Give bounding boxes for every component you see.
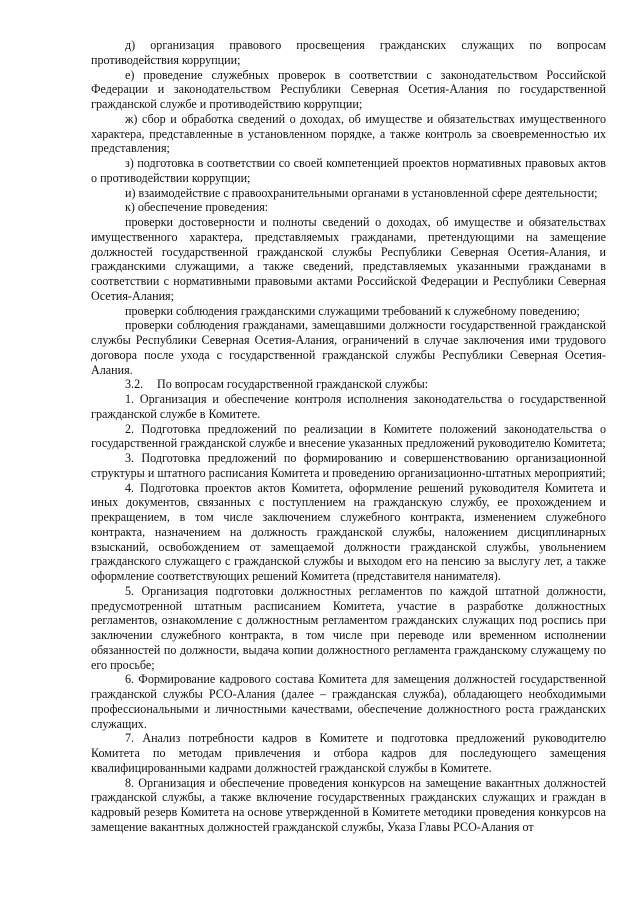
paragraph-k-check-income: проверки достоверности и полноты сведений о доходах, об имуществе и обязательствах имущественного характера, представляемых гражданами, претендующими на замещение должностей государственной гражданской службы Республики Северная Осетия-Алания, и гражданскими служащими, а также сведений, представляемых указанными гражданами в соответствии с нормативными правовыми актами Российской Федерации и Республики Северная Осетия-Алания; <box>91 215 606 303</box>
section-heading <box>91 377 606 392</box>
paragraph-i: и) взаимодействие с правоохранительными органами в установленной сфере деятельности; <box>125 185 598 200</box>
list-item-6: 6. Формирование кадрового состава Комитета для замещения должностей государственной гражданской службы РСО-Алания (далее – гражданская служба), обладающего необходимыми профессиональными и личностными качествами, обеспечение должностного роста гражданских служащих. <box>91 672 606 731</box>
list-item-1: 1. Организация и обеспечение контроля исполнения законодательства о государственной гражданской службе в Комитете. <box>91 392 606 421</box>
paragraph-d: д) организация правового просвещения гражданских служащих по вопросам противодействия коррупции; <box>91 38 606 67</box>
list-item-4: 4. Подготовка проектов актов Комитета, оформление решений руководителя Комитета и иных документов, связанных с поступлением на гражданскую службу, ее прохождением и прекращением, в том числе заключением служебного контракта, изменением служебного контракта, назначением на должность гражданской службы, наложением дисциплинарных взысканий, освобождением от замещаемой должности гражданской службы, увольнением гражданского служащего с гражданской службы и выходом его на пенсию за выслугу лет, а также оформление соответствующих решений Комитета (представителя нанимателя). <box>91 480 606 583</box>
list-item-2: 2. Подготовка предложений по реализации в Комитете положений законодательства о государственной гражданской службе и внесение указанных предложений руководителю Комитета; <box>91 421 606 451</box>
list-item-3: 3. Подготовка предложений по формированию и совершенствованию организационной структуры и штатного расписания Комитета и проведению организационно-штатных мероприятий; <box>91 451 606 480</box>
paragraph-k-check-conduct: проверки соблюдения гражданскими служащими требований к служебному поведению; <box>125 303 580 318</box>
paragraph-zh: ж) сбор и обработка сведений о доходах, об имуществе и обязательствах имущественного характера, представленные в установленном порядке, а также контроль за своевременностью их представления; <box>91 111 606 156</box>
document-page <box>91 38 606 900</box>
list-item-7: 7. Анализ потребности кадров в Комитете и подготовка предложений руководителю Комитета по методам привлечения и отбора кадров для последующего замещения квалифицированными кадрами должностей гражданской службы в Комитете. <box>91 731 606 775</box>
paragraph-k: к) обеспечение проведения: <box>125 200 269 215</box>
section-number: 3.2. <box>125 377 144 392</box>
section-title: По вопросам государственной гражданской службы: <box>157 377 429 392</box>
paragraph-z: з) подготовка в соответствии со своей компетенцией проектов нормативных правовых актов о противодействии коррупции; <box>91 156 606 185</box>
paragraph-e: е) проведение служебных проверок в соответствии с законодательством Российской Федерации и законодательством Республики Северная Осетия-Алания по государственной гражданской службе и противодействию коррупции; <box>91 67 606 111</box>
list-item-5: 5. Организация подготовки должностных регламентов по каждой штатной должности, предусмотренной штатным расписанием Комитета, участие в разработке должностных регламентов, ознакомление с должностным регламентом гражданских служащих под роспись при заключении служебного контракта, в том числе при переводе или временном исполнении обязанностей по должности, выдача копии должностного регламента гражданскому служащему по его просьбе; <box>91 583 606 672</box>
list-item-8: 8. Организация и обеспечение проведения конкурсов на замещение вакантных должностей гражданской службы, а также включение государственных гражданских служащих и граждан в кадровый резерв Комитета на основе утвержденной в Комитете методики проведения конкурсов на замещение вакантных должностей гражданской службы, Указа Главы РСО-Алания от <box>91 775 606 834</box>
paragraph-k-check-former: проверки соблюдения гражданами, замещавшими должности государственной гражданской службы Республики Северная Осетия-Алания, ограничений в случае заключения ими трудового договора после ухода с государственной гражданской службы Республики Северная Осетия-Алания. <box>91 318 606 377</box>
